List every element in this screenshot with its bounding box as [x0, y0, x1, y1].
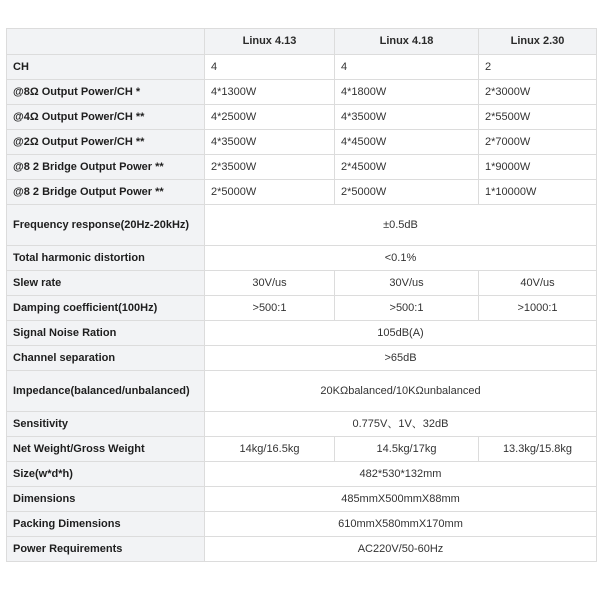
spec-value-model-3: 1*9000W: [479, 155, 597, 180]
spec-value-model-2: 4*4500W: [335, 130, 479, 155]
spec-value-model-1: 4*1300W: [205, 80, 335, 105]
table-row: [7, 296, 597, 321]
spec-value-model-3: 40V/us: [479, 271, 597, 296]
spec-label: Frequency response(20Hz-20kHz): [7, 205, 205, 246]
spec-value-model-2: 4: [335, 55, 479, 80]
table-row: [7, 180, 597, 205]
table-row: [7, 487, 597, 512]
spec-value-all-models: >65dB: [205, 346, 597, 371]
table-row: [7, 437, 597, 462]
spec-value-model-3: 2*7000W: [479, 130, 597, 155]
table-row: [7, 155, 597, 180]
spec-value-all-models: <0.1%: [205, 246, 597, 271]
spec-label: Total harmonic distortion: [7, 246, 205, 271]
spec-value-all-models: 105dB(A): [205, 321, 597, 346]
table-row: [7, 271, 597, 296]
spec-value-all-models: ±0.5dB: [205, 205, 597, 246]
spec-value-model-2: 14.5kg/17kg: [335, 437, 479, 462]
spec-value-model-3: 13.3kg/15.8kg: [479, 437, 597, 462]
spec-label: @2Ω Output Power/CH **: [7, 130, 205, 155]
spec-label: Channel separation: [7, 346, 205, 371]
header-row: [7, 29, 597, 55]
table-row: [7, 105, 597, 130]
spec-value-model-1: 14kg/16.5kg: [205, 437, 335, 462]
spec-value-model-3: >1000:1: [479, 296, 597, 321]
table-row: [7, 55, 597, 80]
spec-table-container: [6, 28, 596, 562]
spec-table: [6, 28, 597, 562]
spec-label: Dimensions: [7, 487, 205, 512]
spec-value-model-3: 1*10000W: [479, 180, 597, 205]
header-model-1: Linux 4.13: [205, 29, 335, 55]
table-row: [7, 321, 597, 346]
spec-label: Packing Dimensions: [7, 512, 205, 537]
spec-value-model-2: 2*4500W: [335, 155, 479, 180]
header-corner-cell: [7, 29, 205, 55]
header-model-3: Linux 2.30: [479, 29, 597, 55]
spec-value-all-models: 610mmX580mmX170mm: [205, 512, 597, 537]
spec-value-all-models: 482*530*132mm: [205, 462, 597, 487]
table-row: [7, 130, 597, 155]
spec-value-model-2: 4*1800W: [335, 80, 479, 105]
spec-label: Net Weight/Gross Weight: [7, 437, 205, 462]
table-row: [7, 371, 597, 412]
spec-value-model-1: 30V/us: [205, 271, 335, 296]
spec-label: @8 2 Bridge Output Power **: [7, 180, 205, 205]
spec-value-model-2: 4*3500W: [335, 105, 479, 130]
spec-label: Signal Noise Ration: [7, 321, 205, 346]
spec-value-model-3: 2: [479, 55, 597, 80]
spec-label: Sensitivity: [7, 412, 205, 437]
spec-value-model-1: 2*3500W: [205, 155, 335, 180]
spec-value-model-1: >500:1: [205, 296, 335, 321]
table-row: [7, 80, 597, 105]
spec-value-model-1: 4*2500W: [205, 105, 335, 130]
spec-label: CH: [7, 55, 205, 80]
spec-value-all-models: 485mmX500mmX88mm: [205, 487, 597, 512]
spec-label: @4Ω Output Power/CH **: [7, 105, 205, 130]
table-row: [7, 462, 597, 487]
spec-label: Slew rate: [7, 271, 205, 296]
spec-value-all-models: AC220V/50-60Hz: [205, 537, 597, 562]
spec-value-model-3: 2*3000W: [479, 80, 597, 105]
table-row: [7, 537, 597, 562]
table-row: [7, 246, 597, 271]
spec-value-model-2: 30V/us: [335, 271, 479, 296]
header-model-2: Linux 4.18: [335, 29, 479, 55]
table-row: [7, 205, 597, 246]
table-row: [7, 412, 597, 437]
spec-label: Power Requirements: [7, 537, 205, 562]
spec-label: @8Ω Output Power/CH *: [7, 80, 205, 105]
spec-value-all-models: 0.775V、1V、32dB: [205, 412, 597, 437]
spec-label: Impedance(balanced/unbalanced): [7, 371, 205, 412]
spec-table-body: [7, 55, 597, 562]
spec-value-model-1: 2*5000W: [205, 180, 335, 205]
table-row: [7, 512, 597, 537]
spec-label: Damping coefficient(100Hz): [7, 296, 205, 321]
spec-value-model-1: 4: [205, 55, 335, 80]
table-row: [7, 346, 597, 371]
spec-value-all-models: 20KΩbalanced/10KΩunbalanced: [205, 371, 597, 412]
spec-value-model-2: 2*5000W: [335, 180, 479, 205]
spec-label: Size(w*d*h): [7, 462, 205, 487]
spec-value-model-3: 2*5500W: [479, 105, 597, 130]
spec-label: @8 2 Bridge Output Power **: [7, 155, 205, 180]
spec-value-model-1: 4*3500W: [205, 130, 335, 155]
spec-value-model-2: >500:1: [335, 296, 479, 321]
